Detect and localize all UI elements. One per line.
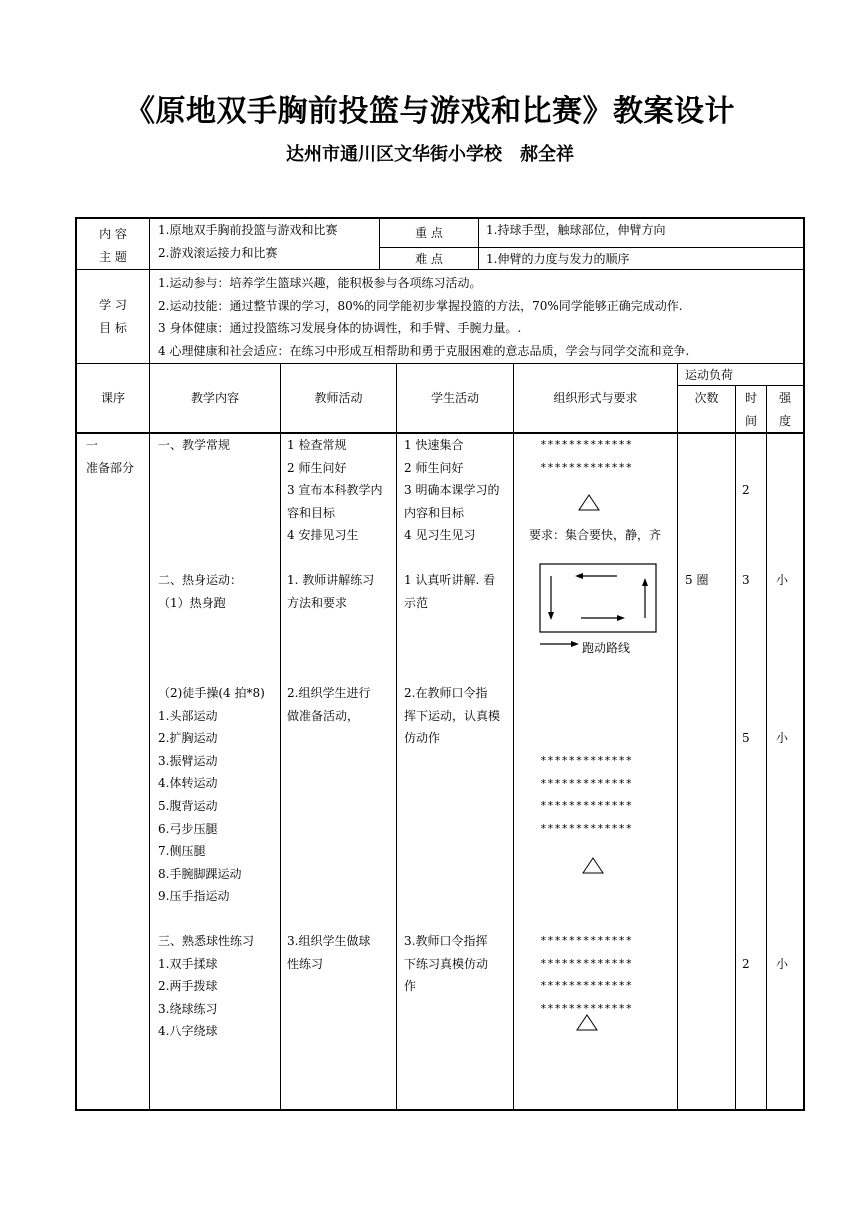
col-header-time: 时 间 xyxy=(744,391,757,428)
col-divider xyxy=(149,363,150,1110)
block4-teacher: 3.组织学生做球 性练习 xyxy=(287,934,371,971)
page-subtitle: 达州市通川区文华街小学校 郝全祥 xyxy=(286,144,574,165)
table-border-left xyxy=(75,217,77,1111)
block1-requirement: 要求：集合要快，静，齐 xyxy=(529,528,662,542)
col-divider xyxy=(677,363,678,1110)
block3-intensity: 小 xyxy=(776,731,789,745)
key-point-value: 1.持球手型，触球部位，伸臂方向 xyxy=(486,223,666,237)
col-header-intensity: 强 度 xyxy=(778,391,791,428)
block4-student: 3.教师口令指挥 下练习真模仿动 作 xyxy=(404,934,489,994)
block2-intensity: 小 xyxy=(776,573,789,587)
col-divider xyxy=(735,385,736,1110)
col-divider xyxy=(766,385,767,1110)
teacher-triangle-icon xyxy=(576,1014,598,1031)
table-border-right xyxy=(803,217,805,1111)
goal-item: 1.运动参与：培养学生篮球兴趣，能积极参与各项练习活动。 xyxy=(158,276,482,290)
col-header-count: 次数 xyxy=(694,391,719,405)
goal-item: 3 身体健康：通过投篮练习发展身体的协调性，和手臂、手腕力量。. xyxy=(158,321,522,336)
col-header-organization: 组织形式与要求 xyxy=(553,391,638,405)
difficulty-value: 1.伸臂的力度与发力的顺序 xyxy=(486,252,630,266)
block4-intensity: 小 xyxy=(776,957,789,971)
col-header-student: 学生活动 xyxy=(430,391,479,405)
col-header-load: 运动负荷 xyxy=(685,368,734,382)
content-topic-item: 2.游戏滚运接力和比赛 xyxy=(158,246,278,260)
block3-student: 2.在教师口令指 挥下运动，认真模 仿动作 xyxy=(404,686,501,746)
block1-time: 2 xyxy=(742,483,750,497)
block2-teacher: 1. 教师讲解练习 方法和要求 xyxy=(287,573,375,610)
block1-student: 1 快速集合 2 师生问好 3 明确本课学习的 内容和目标 4 见习生见习 xyxy=(404,438,500,543)
col-divider xyxy=(513,363,514,1110)
content-topic-label: 内 容 主 题 xyxy=(99,227,127,264)
block4-time: 2 xyxy=(742,957,750,971)
block1-content: 一、教学常规 xyxy=(158,438,231,452)
col-header-teacher: 教师活动 xyxy=(314,391,363,405)
goal-item: 4 心理健康和社会适应：在练习中形成互相帮助和勇于克服困难的意志品质，学会与同学交流和竞争. xyxy=(158,343,690,358)
goals-list xyxy=(158,272,689,362)
block2-time: 3 xyxy=(742,573,750,587)
route-label: 跑动路线 xyxy=(582,641,631,655)
block4-content: 三、熟悉球性练习 1.双手揉球 2.两手拨球 3.绕球练习 4.八字绕球 xyxy=(158,934,255,1039)
block2-content: 二、热身运动： （1）热身跑 xyxy=(158,573,243,610)
col-divider xyxy=(478,217,479,270)
col-divider xyxy=(280,363,281,1110)
goals-label: 学 习 目 标 xyxy=(99,298,127,335)
block3-content: （2)徒手操(4 拍*8) 1.头部运动 2.扩胸运动 3.振臂运动 4.体转运动 5.腹背运动 6.弓步压腿 7.侧压腿 8.手腕脚踝运动 9.压手指运动 xyxy=(158,686,265,904)
block3-time: 5 xyxy=(742,731,750,745)
page-title: 《原地双手胸前投篮与游戏和比赛》教案设计 xyxy=(125,94,735,129)
col-header-order: 课序 xyxy=(100,391,125,405)
content-topic-item: 1.原地双手胸前投篮与游戏和比赛 xyxy=(158,223,338,237)
table-border-bottom xyxy=(75,1109,805,1111)
block1-formation: ************* ************* xyxy=(540,438,633,474)
block4-formation: ************* ************* ************* ************* xyxy=(540,934,633,1015)
section-label: 一 准备部分 xyxy=(86,438,135,475)
col-header-content: 教学内容 xyxy=(190,391,239,405)
goal-item: 2.运动技能：通过整节课的学习，80%的同学能初步掌握投篮的方法，70%同学能够正确完成动作. xyxy=(158,298,683,313)
block3-teacher: 2.组织学生进行 做准备活动， xyxy=(287,686,371,723)
teacher-triangle-icon xyxy=(582,857,604,874)
key-point-label: 重 点 xyxy=(415,226,443,240)
difficulty-label: 难 点 xyxy=(415,252,443,266)
block2-student: 1 认真听讲解. 看 示范 xyxy=(404,573,496,610)
col-divider xyxy=(396,363,397,1110)
teacher-triangle-icon xyxy=(578,494,600,511)
block2-count: 5 圈 xyxy=(685,573,709,587)
block3-formation: ************* ************* ************* ************* xyxy=(540,754,633,835)
block1-teacher: 1 检查常规 2 师生问好 3 宣布本科教学内 容和目标 4 安排见习生 xyxy=(287,438,383,543)
